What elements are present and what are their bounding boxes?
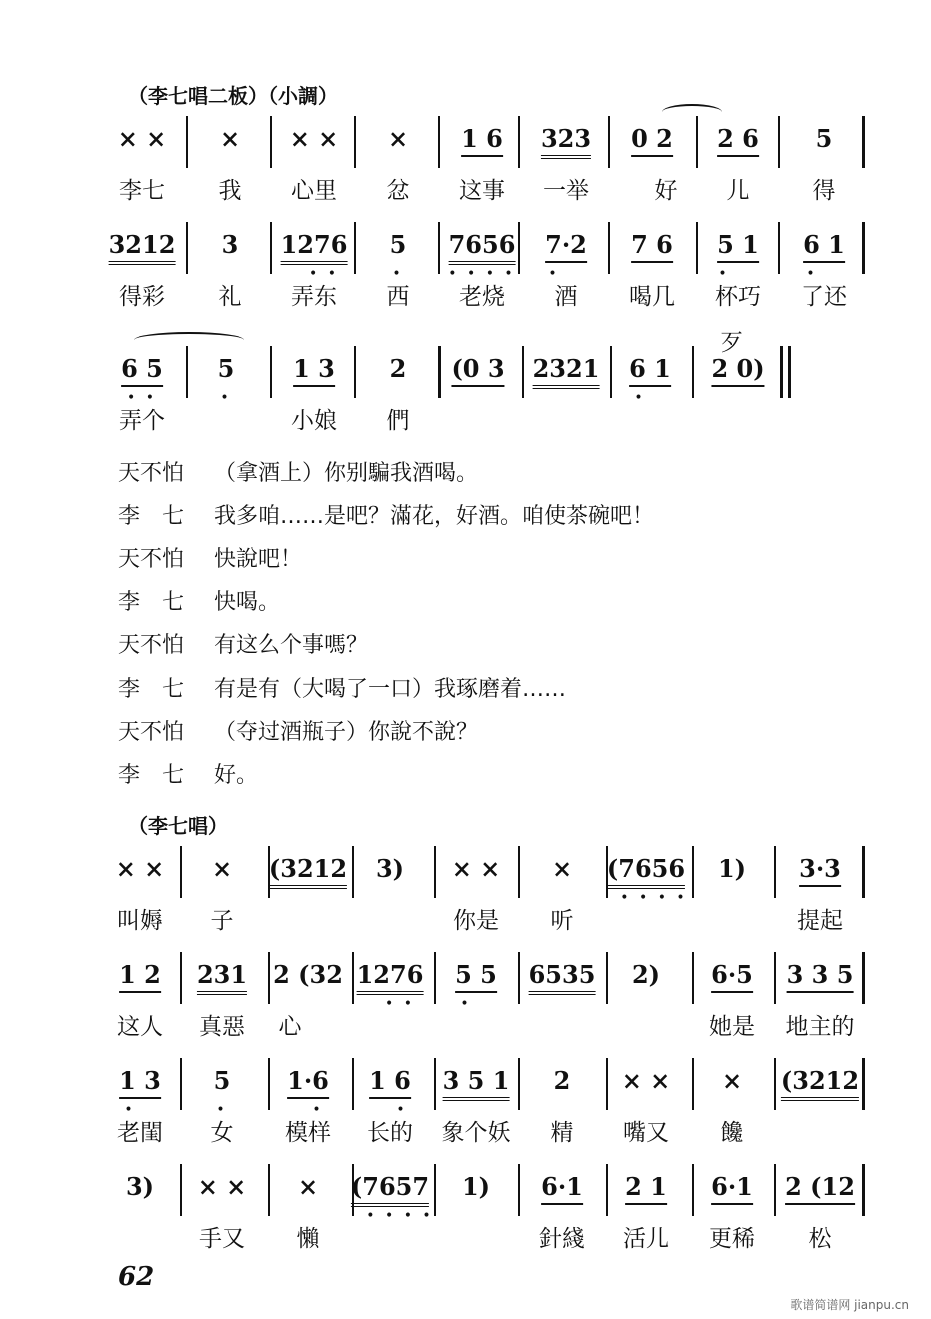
barline [270,222,272,274]
note: 3·3 [799,854,841,887]
barline [180,846,182,898]
barline [518,952,520,1004]
barline [438,346,441,398]
notes-row [108,222,868,282]
dialogue-line [118,542,302,573]
barline [862,222,865,274]
dialogue-text: 有这么个事嗎？ [214,633,369,658]
barline [692,346,694,398]
staff-row [118,952,868,1044]
note: × × [115,854,165,883]
lyric: 饞 [720,1120,744,1146]
note: × [721,1066,743,1095]
octave-dots: • [634,390,646,406]
note: 5 [213,1066,231,1095]
lyrics-row [118,1216,868,1256]
barline [606,1058,608,1110]
barline [186,346,188,398]
barline [518,222,520,274]
barline [788,346,791,398]
page-number: 62 [118,1262,155,1292]
dialogue-line [118,715,478,746]
note: × [211,854,233,883]
barline [692,846,694,898]
notes-row [118,346,868,406]
note: 2 [389,354,407,383]
dialogue-text: 快喝。 [214,590,281,615]
notes-row [115,846,868,906]
staff-row [115,846,868,938]
lyric: 嘴又 [623,1120,669,1146]
note: 1) [461,1172,491,1201]
lyric: 懶 [296,1226,320,1252]
barline [518,846,520,898]
note: 6·1 [541,1172,583,1205]
staff-row [118,1164,868,1256]
note: (7656 [607,854,685,889]
note: 323 [541,124,591,159]
lyric: 心里 [291,178,337,204]
note: 7 6 [631,230,673,263]
lyric: 得 [812,178,836,204]
note: × × [451,854,501,883]
lyric-extra: 歹 [720,330,743,356]
lyric: 李七 [119,178,165,204]
note: 5 1 [717,230,759,263]
lyric: 弄东 [291,284,337,310]
barline [518,1058,520,1110]
barline [352,1058,354,1110]
lyric: 她是 [709,1014,755,1040]
lyric: 叫媷 [117,908,163,934]
barline [862,846,865,898]
note: 6 5 [121,354,163,387]
note: 3 3 5 [787,960,854,993]
octave-dots: • • [309,266,339,282]
lyric: 松 [808,1226,832,1252]
note: 2) [631,960,661,989]
barline [268,1164,270,1216]
barline [608,222,610,274]
note: 2 [553,1066,571,1095]
dialogue-line [118,585,280,616]
lyric: 老閨 [117,1120,163,1146]
barline [862,1058,865,1110]
speaker: 李 七 [118,590,185,615]
octave-dots: • • [127,390,157,406]
note: × [219,124,241,153]
note: 7·2 [545,230,587,263]
note: (3212 [269,854,347,889]
barline [434,846,436,898]
lyric: 我 [218,178,242,204]
barline [270,346,272,398]
note: 2 (12 [785,1172,855,1205]
lyric: 子 [210,908,234,934]
barline [774,1058,776,1110]
lyric: 活儿 [623,1226,669,1252]
speaker: 天不怕 [118,720,185,745]
note: 231 [197,960,247,995]
octave-dots: • • • • [448,266,516,282]
notes-row [118,1058,868,1118]
lyric: 更稀 [709,1226,755,1252]
lyric: 象个妖 [441,1120,511,1146]
lyric: 听 [550,908,574,934]
note: 3) [125,1172,155,1201]
note: × × [197,1172,247,1201]
note: 6 1 [629,354,671,387]
barline [434,1164,436,1216]
barline [608,116,610,168]
barline [434,1058,436,1110]
note: 5 [815,124,833,153]
lyric: 精 [550,1120,574,1146]
note: 6·5 [711,960,753,993]
lyrics-row [118,398,868,438]
barline [692,1058,694,1110]
dialogue-text: 好。 [214,763,259,788]
staff-row [118,1058,868,1150]
dialogue-text: 有是有（大喝了一口）我琢磨着…… [214,677,567,702]
barline [268,952,270,1004]
octave-dots: • [396,1102,408,1118]
barline [606,952,608,1004]
lyric: 礼 [218,284,242,310]
barline [180,1058,182,1110]
lyric: 了还 [801,284,847,310]
note: 3 [221,230,239,259]
note: 6 1 [803,230,845,263]
lyric: 地主的 [785,1014,855,1040]
barline [186,222,188,274]
barline [606,1164,608,1216]
barline [774,952,776,1004]
lyric: 老烧 [459,284,505,310]
note: 2 1 [625,1172,667,1205]
note: × [551,854,573,883]
barline [268,1058,270,1110]
note: 2 6 [717,124,759,157]
octave-dots: • [806,266,818,282]
barline [862,952,865,1004]
lyric: 好 [654,178,678,204]
note: × × [117,124,167,153]
barline [354,116,356,168]
dialogue-line [118,672,566,703]
dialogue-text: （拿酒上）你别騙我酒喝。 [214,461,479,486]
barline [352,846,354,898]
note: 1·6 [287,1066,329,1099]
lyric: 弄个 [119,408,165,434]
note: 1) [717,854,747,883]
note: 1 6 [369,1066,411,1099]
barline [778,116,780,168]
octave-dots: • [392,266,404,282]
barline [438,222,440,274]
lyric: 儿 [726,178,750,204]
barline [186,116,188,168]
note: × × [289,124,339,153]
speaker: 天不怕 [118,461,185,486]
dialogue-text: （夺过酒瓶子）你說不說？ [214,720,479,745]
lyric: 小娘 [291,408,337,434]
note: (7657 [351,1172,429,1207]
barline [774,846,776,898]
lyric: 杯巧 [715,284,761,310]
lyric: 得彩 [119,284,165,310]
note: 1 3 [119,1066,161,1099]
note: × × [621,1066,671,1095]
barline [692,1164,694,1216]
note: 2 0) [711,354,764,387]
barline [862,116,865,168]
speaker: 李 七 [118,763,185,788]
barline [696,222,698,274]
barline [518,1164,520,1216]
staff-row [118,116,868,208]
barline [518,116,520,168]
lyric: 女 [210,1120,234,1146]
note: 1 3 [293,354,335,387]
barline [692,952,694,1004]
lyric: 你是 [453,908,499,934]
dialogue-text: 我多咱……是吧？滿花，好酒。咱使茶碗吧！ [214,504,655,529]
speaker: 天不怕 [118,633,185,658]
watermark: 歌谱简谱网 jianpu.cn [790,1298,909,1312]
note: 7656 [449,230,516,265]
speaker: 天不怕 [118,547,185,572]
octave-dots: • [124,1102,136,1118]
note: 1276 [281,230,348,265]
barline [780,346,783,398]
lyric: 喝几 [629,284,675,310]
lyrics-row [118,1110,868,1150]
lyric: 們 [386,408,410,434]
note: × [297,1172,319,1201]
dialogue-line [118,499,654,530]
barline [522,346,524,398]
barline [778,222,780,274]
speaker: 李 七 [118,677,185,702]
barline [610,346,612,398]
note: 5 [389,230,407,259]
note: 1 6 [461,124,503,157]
note: (3212 [781,1066,859,1101]
lyric: 这人 [117,1014,163,1040]
note: 5 [217,354,235,383]
lyrics-row [118,1004,868,1044]
dialogue-line [118,628,368,659]
barline [438,116,440,168]
octave-dots: • • • • [620,890,688,906]
barline [270,116,272,168]
note: 0 2 [631,124,673,157]
lyric: 一举 [543,178,589,204]
note: 3212 [109,230,176,265]
octave-dots: • [220,390,232,406]
note: 2 (32 [273,960,343,989]
dialogue-text: 快說吧！ [214,547,303,572]
octave-dots: • • [385,996,415,1012]
notes-row [118,116,868,168]
note: 3) [375,854,405,883]
octave-dots: • [216,1102,228,1118]
barline [774,1164,776,1216]
lyric: 西 [386,284,410,310]
lyric: 提起 [797,908,843,934]
dialogue-line [118,456,478,487]
note: 3 5 1 [443,1066,510,1101]
note: 1276 [357,960,424,995]
staff-row [108,222,868,314]
lyric: 針綫 [539,1226,585,1252]
note: 1 2 [119,960,161,993]
note: × [387,124,409,153]
lyric: 真惡 [199,1014,245,1040]
barline [180,1164,182,1216]
barline [862,1164,865,1216]
octave-dots: • [548,266,560,282]
staff-row [118,346,868,438]
lyric: 长的 [367,1120,413,1146]
note: 5 5 [455,960,497,993]
note: 6·1 [711,1172,753,1205]
lyric: 心 [278,1014,302,1040]
notes-row [118,952,868,1012]
octave-dots: • [718,266,730,282]
dialogue-line [118,758,258,789]
lyric: 手又 [199,1226,245,1252]
octave-dots: • • • • [366,1208,434,1224]
note: 2321 [533,354,600,389]
notes-row [118,1164,868,1224]
slur [662,104,722,120]
octave-dots: • [312,1102,324,1118]
lyric: 这事 [459,178,505,204]
lyric: 酒 [554,284,578,310]
barline [354,346,356,398]
lyrics-row [118,168,868,208]
barline [180,952,182,1004]
barline [354,222,356,274]
barline [352,952,354,1004]
section-label: （李七唱） [128,814,228,838]
lyrics-row [118,274,868,314]
lyric: 模样 [285,1120,331,1146]
section-label: （李七唱二板）（小調） [128,84,338,108]
note: 6535 [529,960,596,995]
speaker: 李 七 [118,504,185,529]
lyric: 忿 [386,178,410,204]
barline [434,952,436,1004]
barline [696,116,698,168]
octave-dots: • [460,996,472,1012]
lyrics-row [118,898,868,938]
note: (0 3 [451,354,504,387]
